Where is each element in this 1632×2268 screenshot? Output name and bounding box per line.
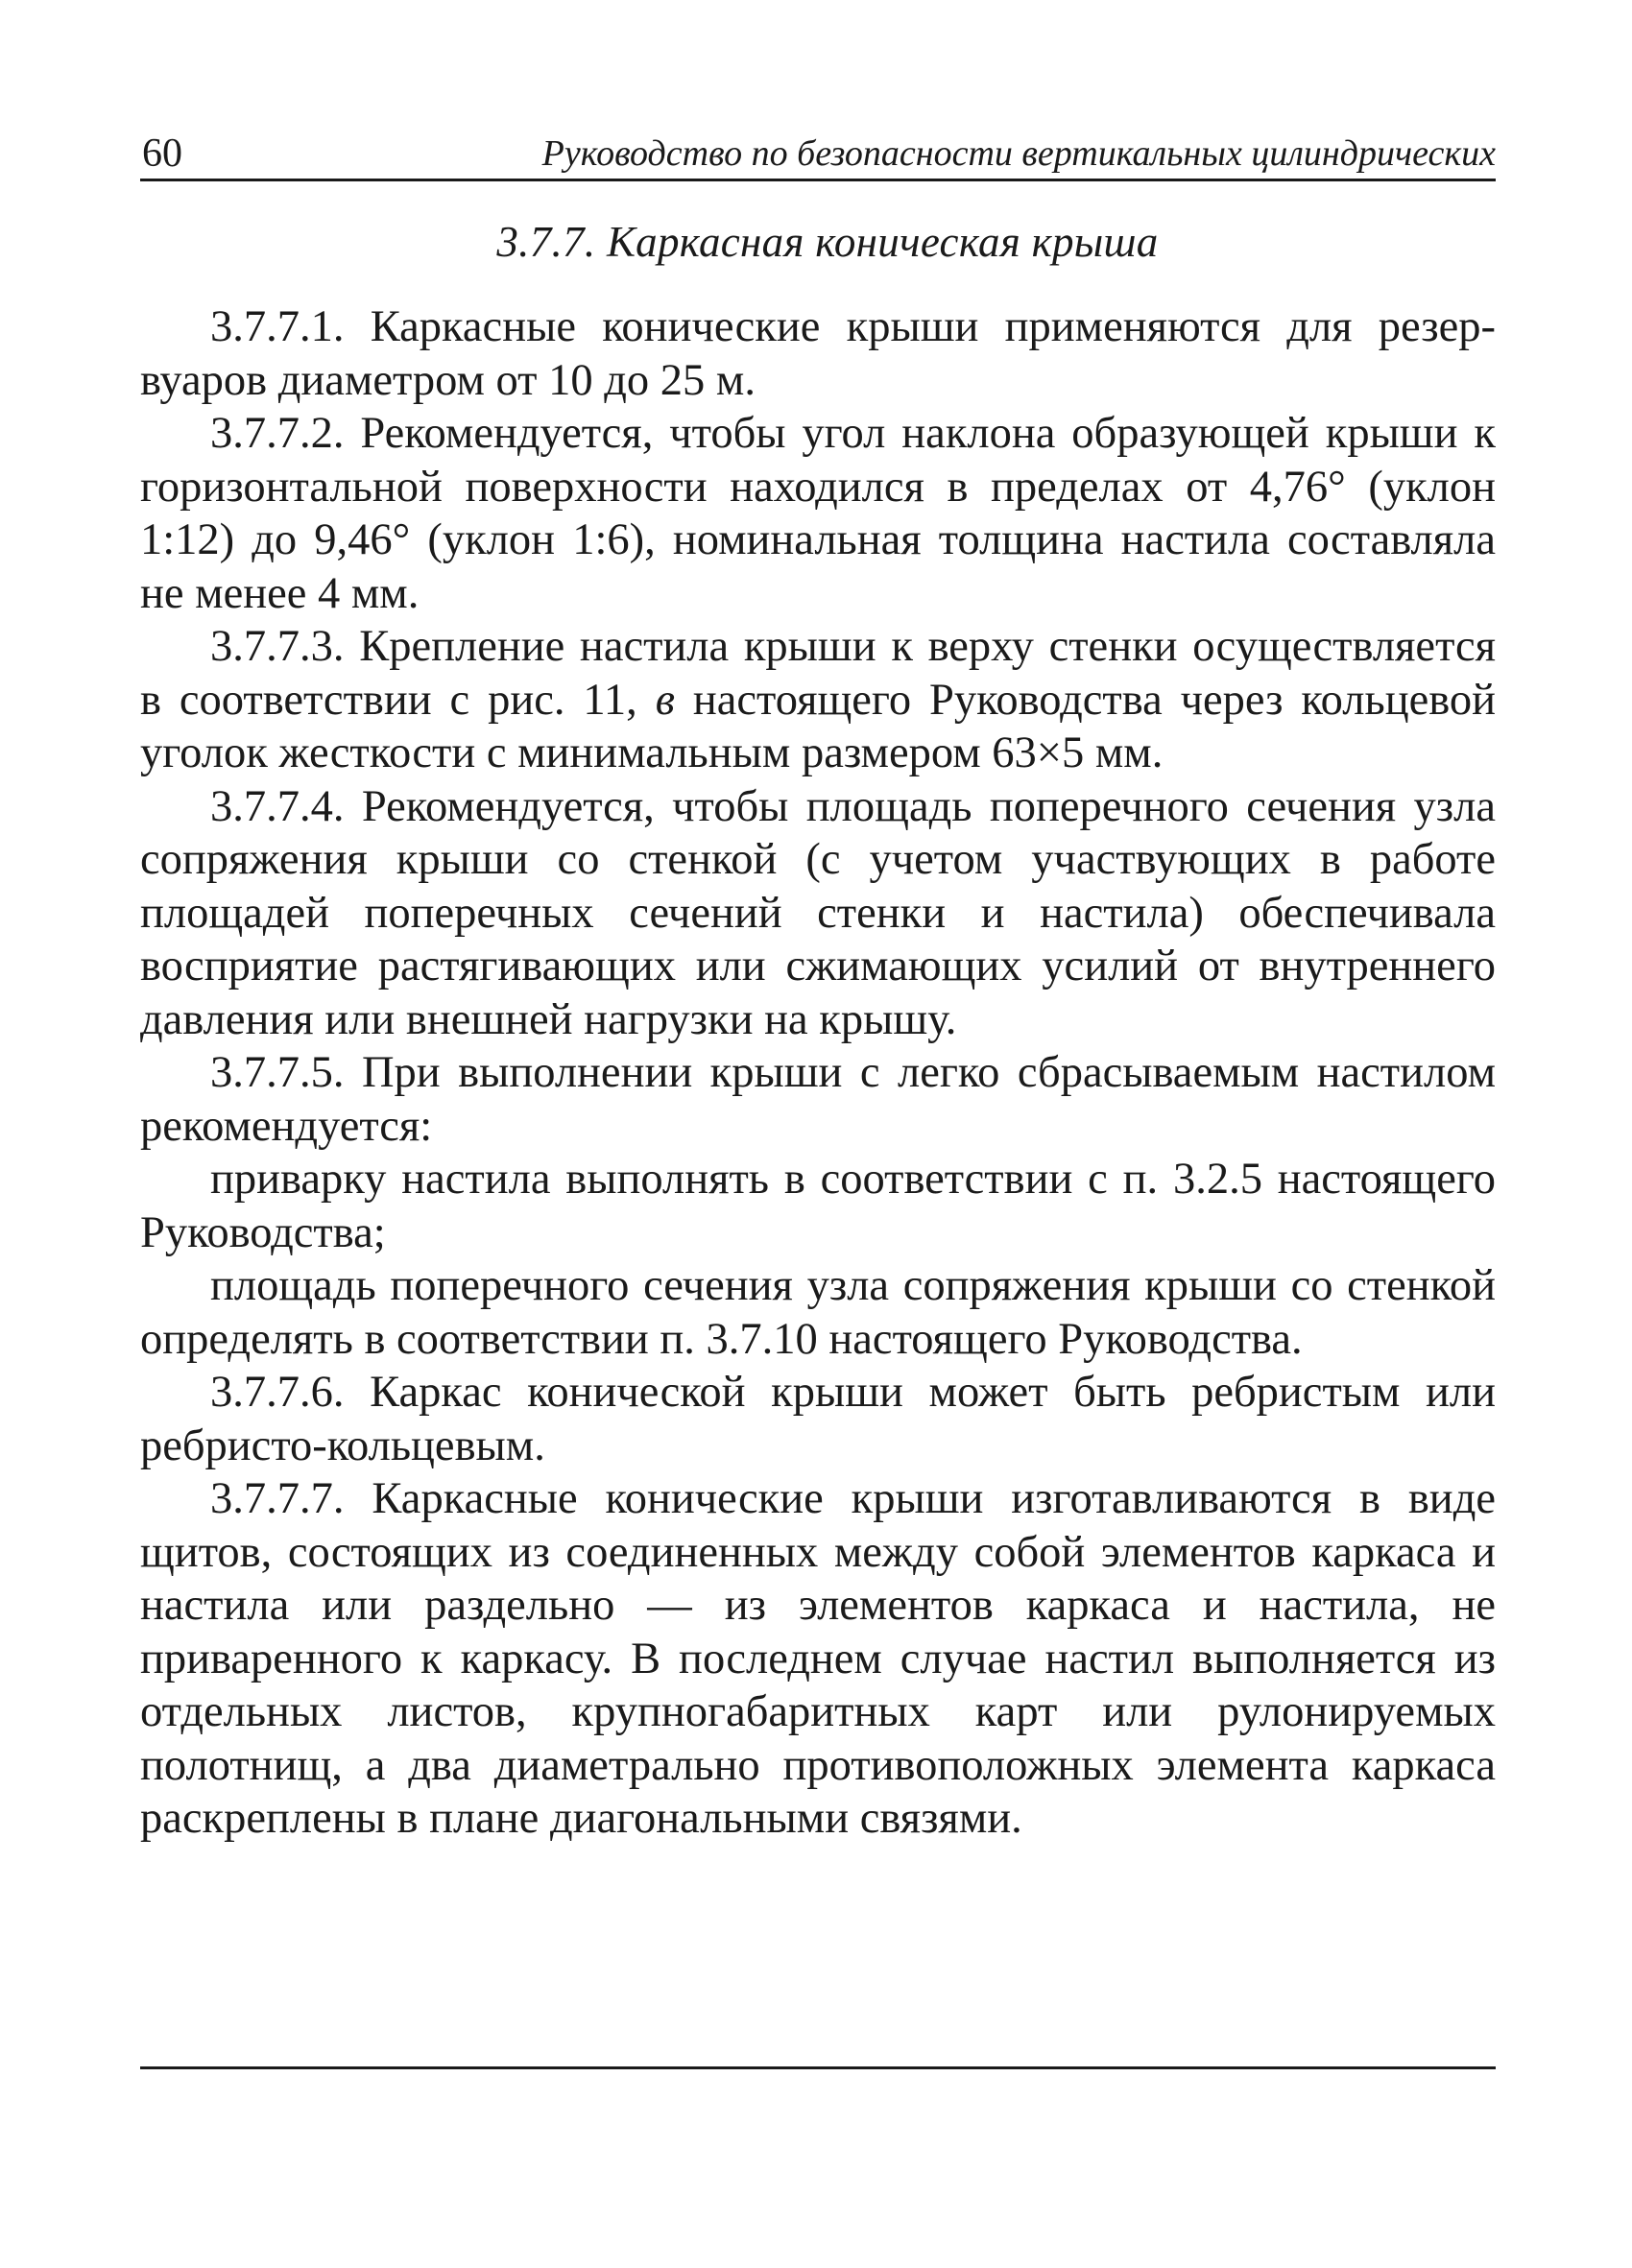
body-text	[140, 300, 1496, 1846]
section-heading: 3.7.7. Каркасная коническая крыша	[496, 218, 1159, 266]
paragraph-3-7-7-1: 3.7.7.1. Каркасные конические крыши применяются для резервуаров диаметром от 10 до 25 м.	[140, 302, 1496, 405]
paragraph-3-7-7-6: 3.7.7.6. Каркас конической крыши может быть ребристым или ребристо-кольцевым.	[140, 1368, 1496, 1470]
paragraph-3-7-7-3-end: настоящего Руководства через кольцевой уголок жесткости с минимальным размером 63×5 мм.	[140, 675, 1496, 777]
paragraph-3-7-7-4: 3.7.7.4. Рекомендуется, чтобы площадь поперечного сечения узла сопряжения крыши со стенкой (с учетом участвующих в работе площадей поперечных сечений стенки и настила) обеспечивала восприятие растягивающих или сжимающих усилий от внутреннего давления или внешней нагрузки на крышу.	[140, 781, 1496, 1044]
paragraph-3-7-7-5: 3.7.7.5. При выполнении крыши с легко сбрасываемым настилом рекомендуется:	[140, 1048, 1496, 1151]
page-number: 60	[142, 131, 182, 176]
document-page	[140, 119, 1496, 1846]
list-item-welding: приварку настила выполнять в соответствии с п. 3.2.5 настоящего Руководства;	[140, 1155, 1496, 1257]
running-header	[140, 119, 1496, 181]
paragraph-3-7-7-3-start: 3.7.7.3. Крепление настила крыши к верху стенки осуществляется в соответствии с рис. 11,	[140, 622, 1496, 725]
footer-divider	[140, 2066, 1496, 2069]
figure-subpart-label: в	[655, 675, 675, 725]
paragraph-3-7-7-2: 3.7.7.2. Рекомендуется, чтобы угол наклона образующей крыши к горизонтальной поверхности находился в пределах от 4,76° (уклон 1:12) до 9,46° (уклон 1:6), номинальная толщина настила составляла не менее 4 мм.	[140, 409, 1496, 618]
paragraph-3-7-7-7: 3.7.7.7. Каркасные конические крыши изготавливаются в виде щитов, состоящих из соединенных между собой элементов каркаса и настила или раздельно — из элементов каркаса и настила, не приваренного к каркасу. В последнем случае настил выполняется из отдельных листов, крупногабаритных карт или рулонируемых полотнищ, а два диаметрально противоположных элемента каркаса раскреплены в плане диагональными связями.	[140, 1474, 1496, 1843]
running-title: Руководство по безопасности вертикальных цилиндрических	[541, 133, 1496, 174]
paragraph-3-7-7-3	[140, 620, 1496, 780]
list-item-cross-section: площадь поперечного сечения узла сопряжения крыши со стенкой определять в соответствии п. 3.7.10 настоящего Руководства.	[140, 1261, 1496, 1364]
